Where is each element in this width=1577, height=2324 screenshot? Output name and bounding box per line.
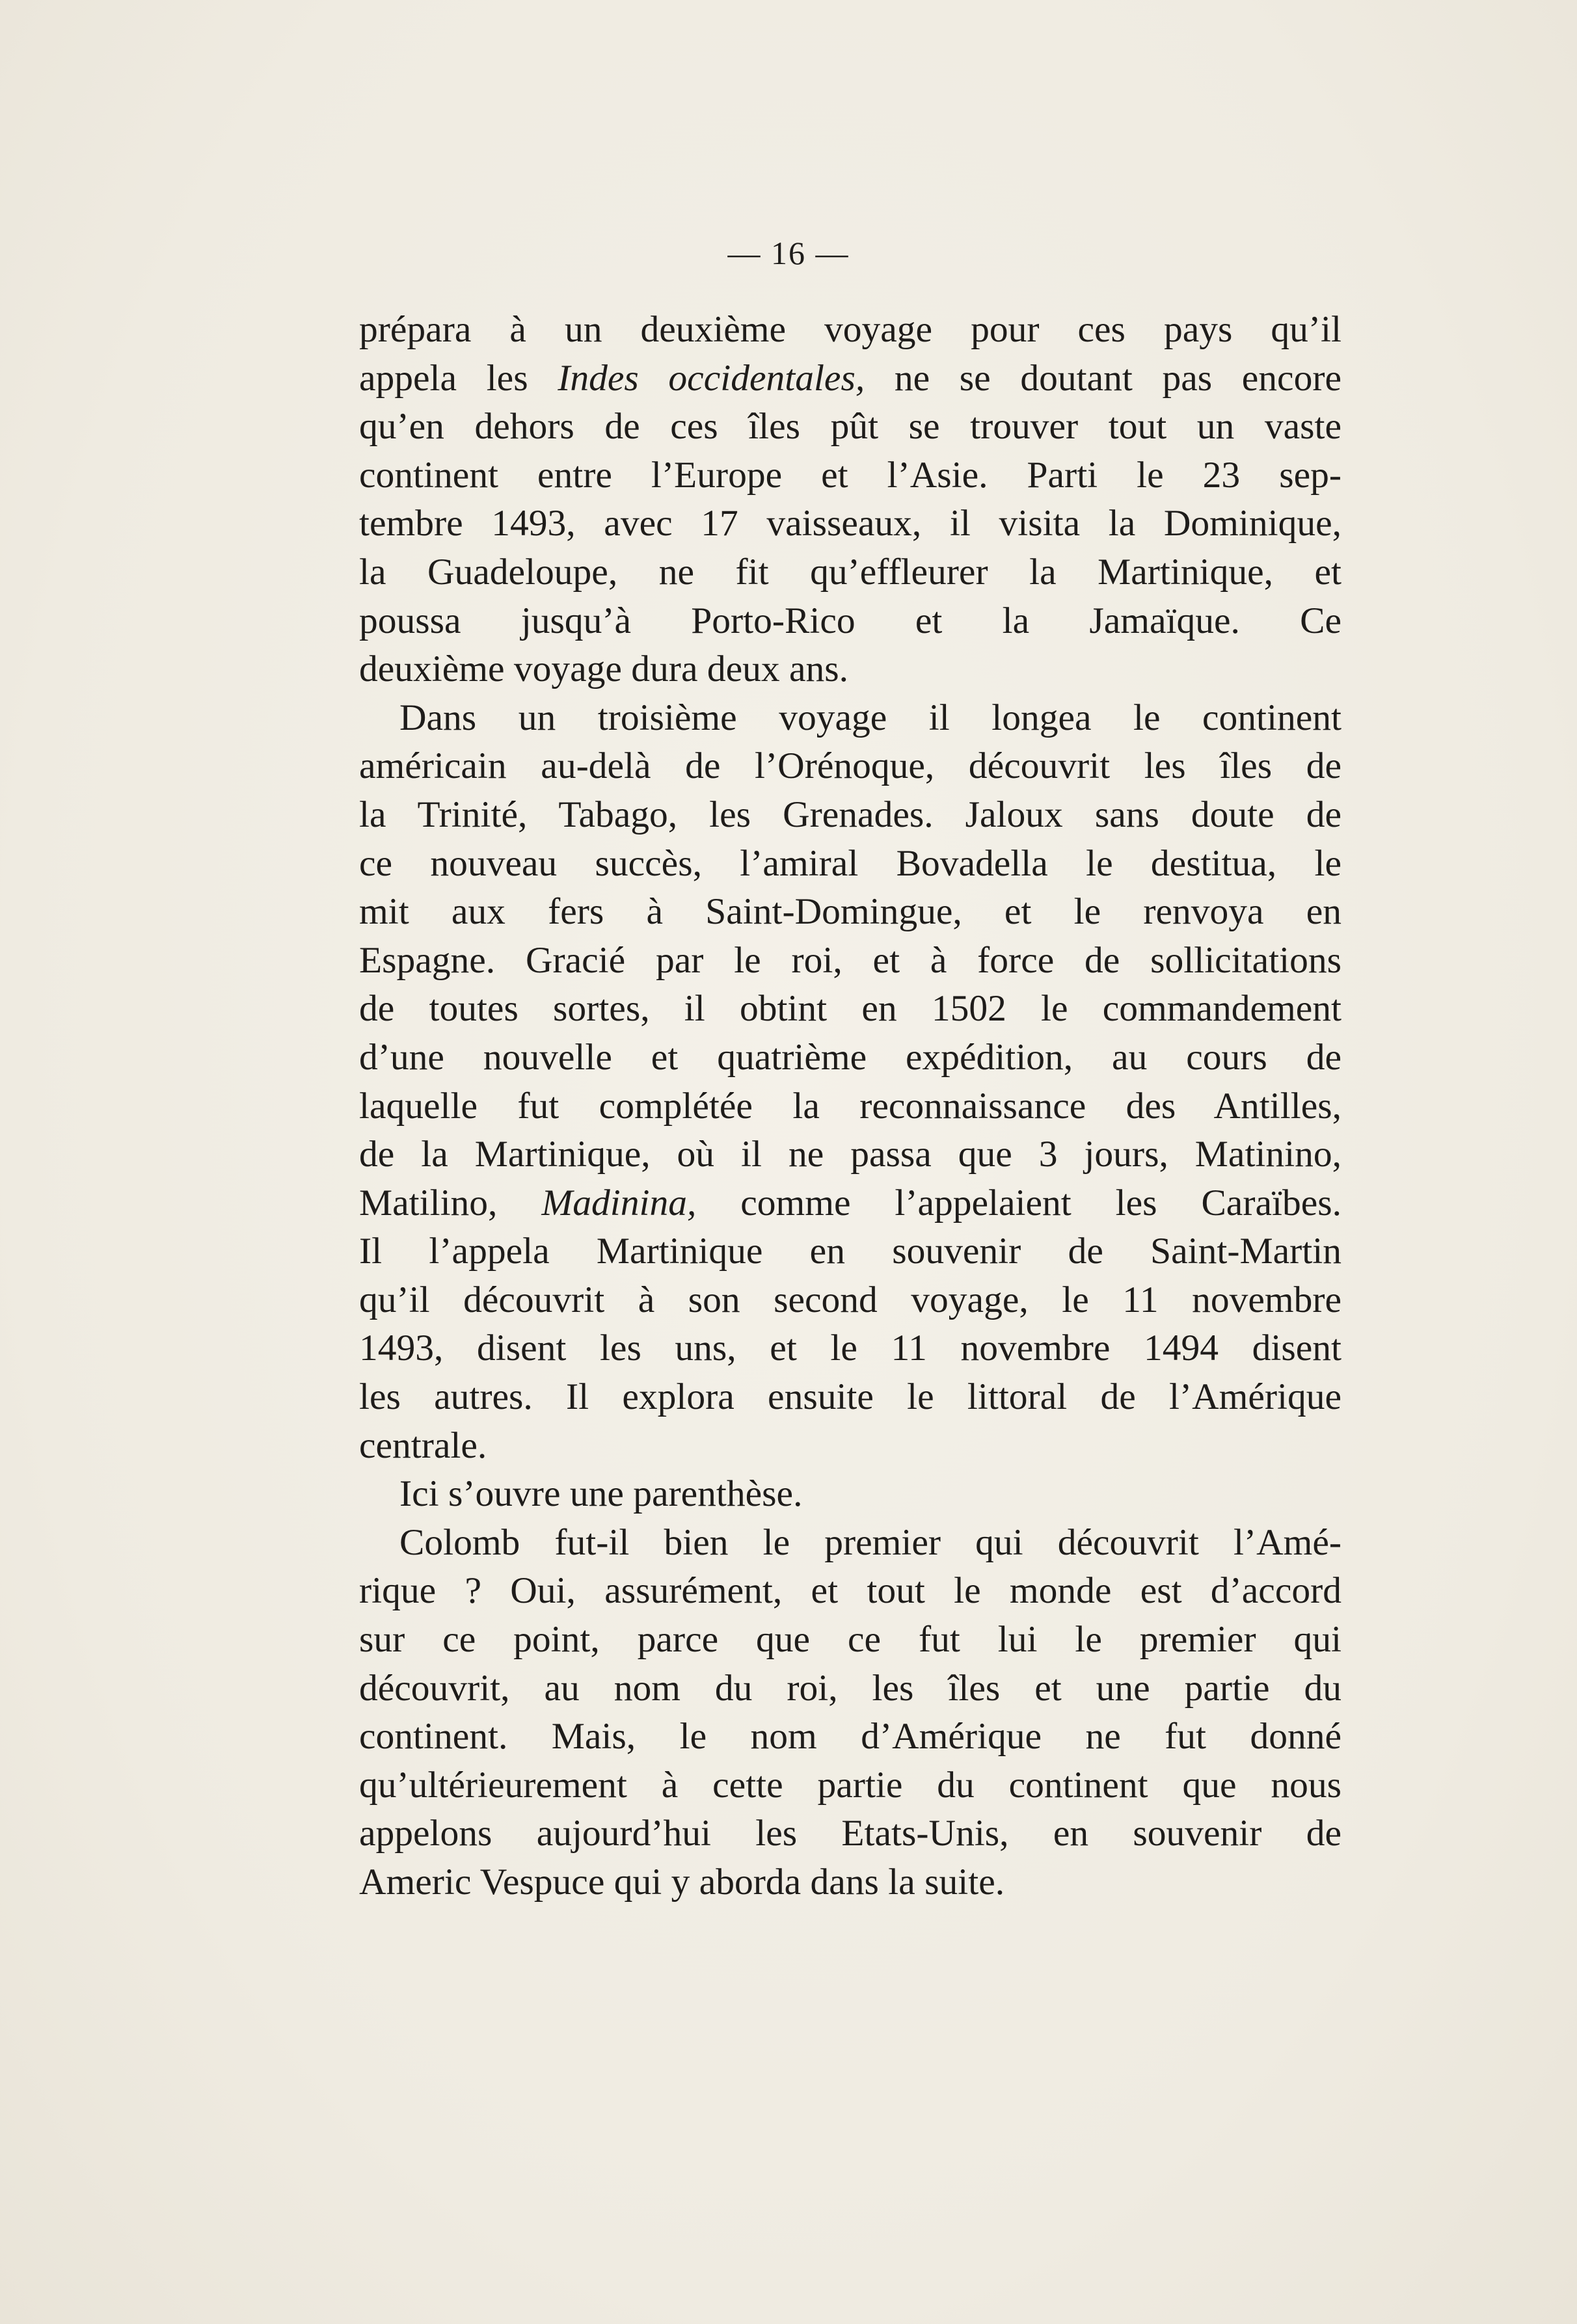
text-line: Espagne. Gracié par le roi, et à force de sollicitations: [359, 939, 1341, 981]
text-line: continent. Mais, le nom d’Amérique ne fut donné: [359, 1716, 1341, 1757]
text-line: centrale.: [359, 1424, 487, 1466]
page-number: — 16 —: [727, 235, 850, 271]
text-line: poussa jusqu’à Porto-Rico et la Jamaïque. Ce: [359, 600, 1341, 641]
text-line: rique ? Oui, assurément, et tout le monde est d’accord: [359, 1570, 1341, 1612]
text-segment: comme l’appelaient les Caraïbes.: [696, 1182, 1341, 1223]
text-line: Colomb fut-il bien le premier qui découvrit l’Amé-: [399, 1521, 1341, 1563]
italic-text: Indes occidentales,: [558, 357, 865, 399]
text-segment: ne se doutant pas encore: [865, 357, 1341, 399]
text-segment: Matilino,: [359, 1182, 542, 1223]
text-line: appelons aujourd’hui les Etats-Unis, en souvenir de: [359, 1813, 1341, 1854]
text-line: qu’il découvrit à son second voyage, le 11 novembre: [359, 1279, 1341, 1320]
text-line: continent entre l’Europe et l’Asie. Parti le 23 sep-: [359, 454, 1341, 496]
text-line: découvrit, au nom du roi, les îles et une partie du: [359, 1667, 1341, 1709]
text-line: mit aux fers à Saint-Domingue, et le renvoya en: [359, 891, 1341, 933]
text-line: américain au-delà de l’Orénoque, découvrit les îles de: [359, 745, 1341, 787]
text-line: 1493, disent les uns, et le 11 novembre 1494 disent: [359, 1328, 1341, 1369]
text-line: qu’ultérieurement à cette partie du continent que nous: [359, 1764, 1341, 1806]
italic-text: Madinina,: [541, 1182, 697, 1223]
text-line: sur ce point, parce que ce fut lui le premier qui: [359, 1619, 1341, 1661]
text-line: Ici s’ouvre une parenthèse.: [399, 1473, 803, 1515]
text-line: prépara à un deuxième voyage pour ces pays qu’il: [359, 309, 1341, 350]
text-line: la Trinité, Tabago, les Grenades. Jaloux sans doute de: [359, 794, 1341, 835]
text-segment: appela les: [359, 357, 558, 399]
text-line: la Guadeloupe, ne fit qu’effleurer la Martinique, et: [359, 551, 1341, 593]
text-line: Americ Vespuce qui y aborda dans la suite.: [359, 1862, 1005, 1903]
text-line: [359, 1179, 1341, 1228]
text-line: tembre 1493, avec 17 vaisseaux, il visita la Dominique,: [359, 503, 1341, 544]
text-line: de toutes sortes, il obtint en 1502 le commandement: [359, 988, 1341, 1030]
text-line: qu’en dehors de ces îles pût se trouver tout un vaste: [359, 406, 1341, 447]
text-line: deuxième voyage dura deux ans.: [359, 648, 849, 690]
text-line: de la Martinique, où il ne passa que 3 jours, Matinino,: [359, 1134, 1341, 1175]
text-line: laquelle fut complétée la reconnaissance des Antilles,: [359, 1085, 1341, 1127]
text-line: Il l’appela Martinique en souvenir de Saint-Martin: [359, 1231, 1341, 1272]
text-line: ce nouveau succès, l’amiral Bovadella le destitua, le: [359, 842, 1341, 884]
body-text: [359, 306, 1341, 1907]
text-line: d’une nouvelle et quatrième expédition, au cours de: [359, 1036, 1341, 1078]
text-line: Dans un troisième voyage il longea le continent: [399, 697, 1341, 738]
text-line: [359, 354, 1341, 403]
text-line: les autres. Il explora ensuite le littoral de l’Amérique: [359, 1376, 1341, 1418]
